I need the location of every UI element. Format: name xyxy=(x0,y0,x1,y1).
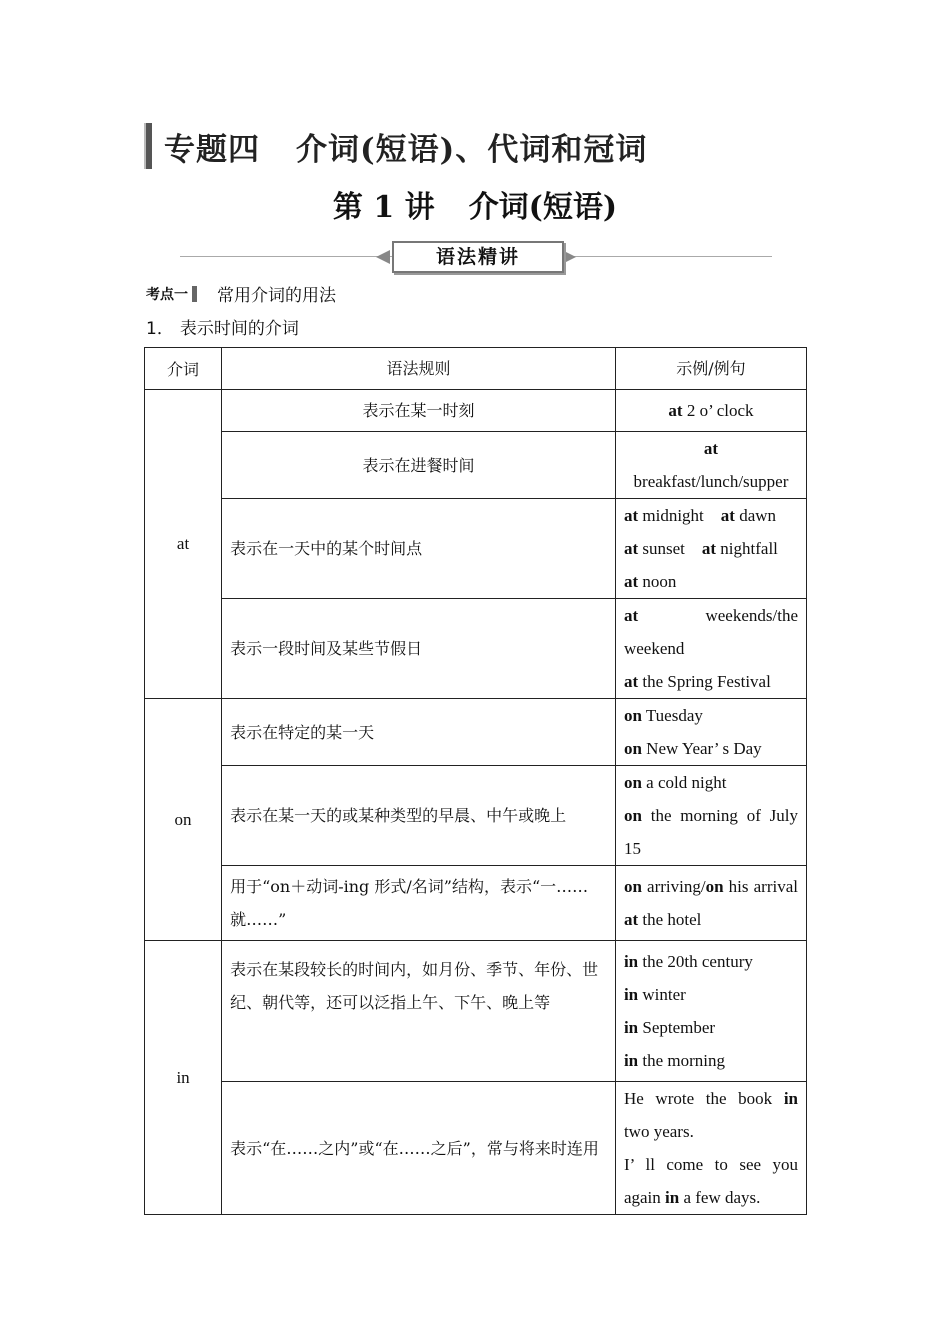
example-line: on the morning of July 15 xyxy=(623,806,798,858)
example-cell xyxy=(615,390,806,432)
table-header-row xyxy=(145,348,807,390)
kaodian-tag: 考点一 xyxy=(146,286,188,303)
table-row xyxy=(145,699,807,766)
table-row xyxy=(145,432,807,499)
example-cell xyxy=(615,866,806,941)
subsection-heading xyxy=(146,314,299,339)
example-cell xyxy=(615,699,806,766)
example-line: on Tuesday xyxy=(623,706,703,725)
topic-label: 专题四 xyxy=(164,131,260,168)
kaodian-title: 常用介词的用法 xyxy=(217,286,336,306)
table-row xyxy=(145,390,807,432)
divider-left-arrow-icon xyxy=(376,250,390,264)
prep-cell-on: on xyxy=(145,699,222,941)
rule-cell: 表示在某一天的或某种类型的早晨、中午或晚上 xyxy=(222,766,616,866)
example-cell xyxy=(615,941,806,1082)
topic-heading xyxy=(144,122,647,170)
table-row xyxy=(145,766,807,866)
rule-cell: 表示一段时间及某些节假日 xyxy=(222,599,616,699)
example-line: at weekends/the weekend xyxy=(623,606,798,658)
rule-cell: 表示在进餐时间 xyxy=(222,432,616,499)
rule-cell: 表示在某段较长的时间内，如月份、季节、年份、世纪、朝代等，还可以泛指上午、下午、晚上等 xyxy=(222,941,616,1082)
table-row xyxy=(145,1082,807,1215)
rule-cell: 表示“在……之内”或“在……之后”，常与将来时连用 xyxy=(222,1082,616,1215)
topic-bar xyxy=(144,123,152,169)
example-cell xyxy=(615,766,806,866)
header-prep: 介词 xyxy=(145,348,222,390)
example-line: breakfast/lunch/supper xyxy=(633,472,789,491)
example-line: in winter xyxy=(623,985,686,1004)
topic-text xyxy=(164,124,647,169)
table-row xyxy=(145,499,807,599)
table-row xyxy=(145,941,807,1082)
divider-right-arrow-icon xyxy=(562,250,576,264)
lecture-heading xyxy=(0,182,950,226)
subsection-title: 表示时间的介词 xyxy=(179,319,299,339)
example-line: at sunset at nightfall xyxy=(623,539,778,558)
example-line: at noon xyxy=(623,572,677,591)
example-line: on arriving/on his arrival at the hotel xyxy=(623,877,799,929)
header-rule: 语法规则 xyxy=(222,348,616,390)
lecture-label: 第 1 讲 xyxy=(332,190,435,225)
rule-cell: 表示在某一时刻 xyxy=(222,390,616,432)
rule-cell: 用于“on＋动词-ing 形式/名词”结构，表示“一……就……” xyxy=(222,866,616,941)
example-cell xyxy=(615,499,806,599)
example-cell xyxy=(615,1082,806,1215)
example-line: on New Year’ s Day xyxy=(623,739,762,758)
table-row xyxy=(145,866,807,941)
example-line: at midnight at dawn xyxy=(623,506,777,525)
lecture-title: 介词(短语) xyxy=(468,190,618,225)
prep-cell-at: at xyxy=(145,390,222,699)
example-line: in the 20th century xyxy=(623,952,753,971)
header-example: 示例/例句 xyxy=(615,348,806,390)
rule-cell: 表示在特定的某一天 xyxy=(222,699,616,766)
example-line: in September xyxy=(623,1018,716,1037)
preposition-table xyxy=(144,347,807,1215)
table-row xyxy=(145,599,807,699)
example-line: at 2 o’ clock xyxy=(668,401,754,420)
example-line: at xyxy=(703,439,719,458)
kaodian-heading xyxy=(146,281,336,306)
example-line: at the Spring Festival xyxy=(623,672,771,691)
subsection-number: 1． xyxy=(146,319,174,339)
example-line: in the morning xyxy=(623,1051,726,1070)
topic-title: 介词(短语)、代词和冠词 xyxy=(296,131,648,168)
rule-cell: 表示在一天中的某个时间点 xyxy=(222,499,616,599)
example-line: He wrote the book in two years. xyxy=(623,1089,798,1141)
prep-cell-in: in xyxy=(145,941,222,1215)
kaodian-bar xyxy=(192,286,197,302)
section-divider xyxy=(180,241,772,271)
example-cell xyxy=(615,599,806,699)
example-cell xyxy=(615,432,806,499)
example-line: on a cold night xyxy=(623,773,727,792)
example-line: I’ ll come to see you again in a few days. xyxy=(623,1155,798,1207)
section-badge: 语法精讲 xyxy=(392,241,564,273)
